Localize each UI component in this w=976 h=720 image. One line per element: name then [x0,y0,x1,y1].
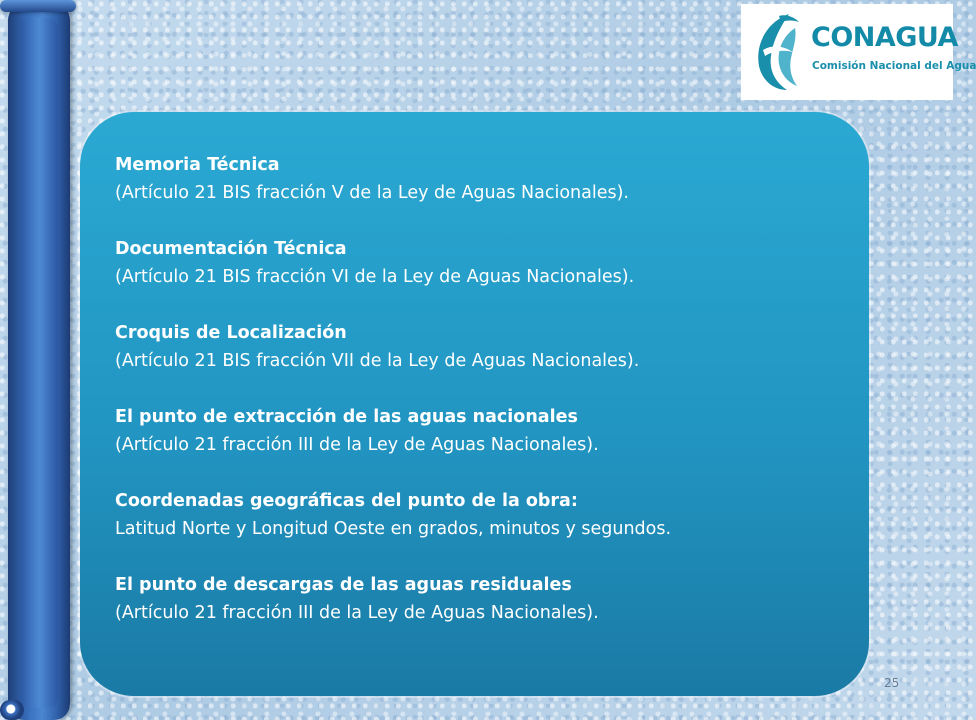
section-body: Latitud Norte y Longitud Oeste en grados, minutos y segundos. [115,519,672,539]
section-body: (Artículo 21 fracción III de la Ley de Aguas Nacionales). [115,435,599,455]
section-documentacion-tecnica [115,235,837,291]
section-memoria-tecnica [115,151,837,207]
section-title: El punto de extracción de las aguas nacionales [115,407,578,427]
section-punto-extraccion [115,403,837,459]
logo-subtitle: Comisión Nacional del Agua [812,60,976,72]
section-title: El punto de descargas de las aguas residuales [115,575,572,595]
section-body: (Artículo 21 fracción III de la Ley de Aguas Nacionales). [115,603,599,623]
page-number: 25 [884,676,900,690]
requirements-list [115,151,837,627]
section-croquis-localizacion [115,319,837,375]
section-body: (Artículo 21 BIS fracción V de la Ley de Aguas Nacionales). [115,183,629,203]
content-panel [80,112,869,696]
section-punto-descargas [115,571,837,627]
logo-title: CONAGUA [811,22,958,53]
section-title: Memoria Técnica [115,155,280,175]
section-title: Croquis de Localización [115,323,347,343]
section-coordenadas [115,487,837,543]
scroll-bar-inner [20,18,58,708]
decorative-scroll-bar [8,4,70,720]
conagua-logo [741,4,976,100]
scroll-cap-top [0,0,76,12]
water-drop-wave-icon [749,10,807,92]
scroll-cap-bottom [0,700,24,720]
section-title: Documentación Técnica [115,239,347,259]
section-body: (Artículo 21 BIS fracción VI de la Ley de Aguas Nacionales). [115,267,635,287]
section-body: (Artículo 21 BIS fracción VII de la Ley de Aguas Nacionales). [115,351,640,371]
section-title: Coordenadas geográficas del punto de la obra: [115,491,578,511]
